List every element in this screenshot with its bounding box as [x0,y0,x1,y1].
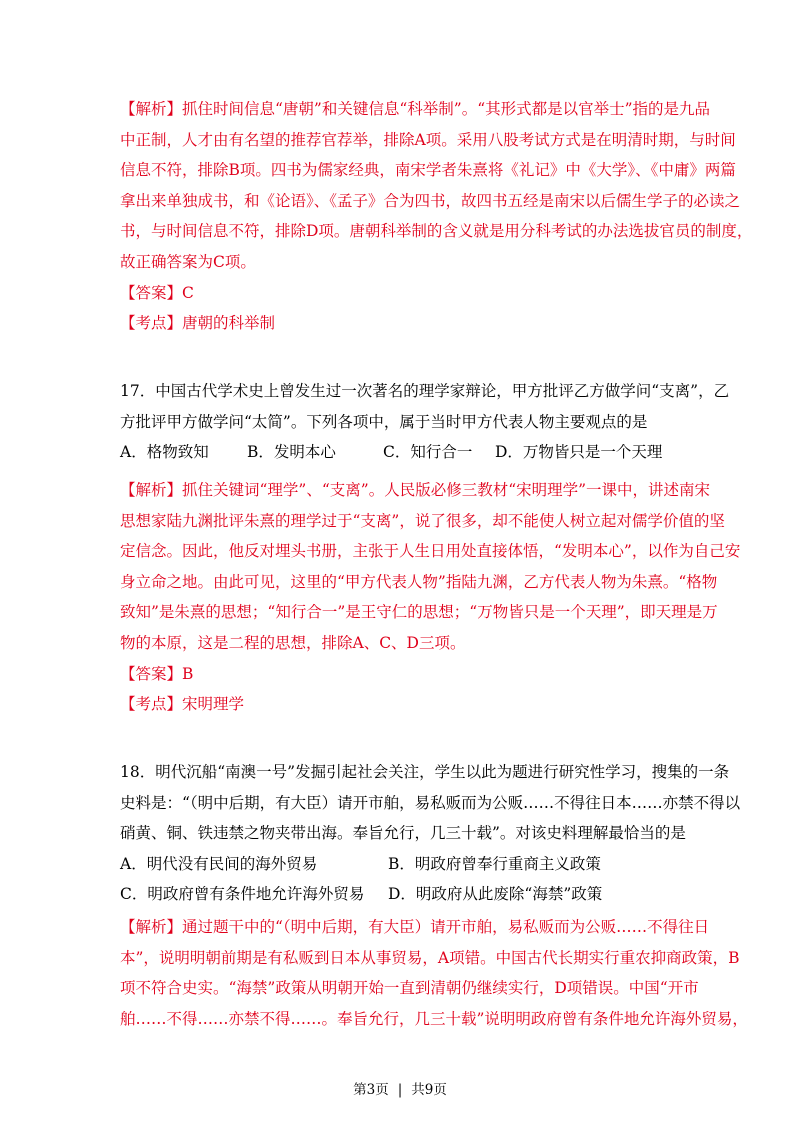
q16-analysis-line: 【解析】抓住时间信息“唐朝”和关键信息“科举制”。“其形式都是以官举士”指的是九品 [120,100,711,118]
q16-analysis-line: 故正确答案为C项。 [120,252,256,271]
q17-analysis-line: 思想家陆九渊批评朱熹的理学过于“支离”，说了很多，却不能使人树立起对儒学价值的坚 [120,511,725,530]
q16-analysis-line: 信息不符，排除B项。四书为儒家经典，南宋学者朱熹将《礼记》中《大学》、《中庸》两篇 [120,161,736,180]
q18-options-row-1 [120,852,685,883]
q17-stem [120,379,730,471]
q17-stem-line: 17．中国古代学术史上曾发生过一次著名的理学家辩论，甲方批评乙方做学问“支离”，乙 [120,382,730,400]
q18-stem-line: 18．明代沉船“南澳一号”发掘引起社会关注，学生以此为题进行研究性学习，搜集的一条 [120,763,730,781]
page-total: 共9页 [411,1082,447,1098]
page-footer [0,1080,800,1100]
q18-stem [120,760,741,913]
q17-analysis-line: 定信念。因此，他反对埋头书册，主张于人生日用处直接体悟，“发明本心”，以作为自己安 [120,542,741,561]
q18-stem-line: 硝黄、铜、铁违禁之物夹带出海。奉旨允行，几三十载”。对该史料理解最恰当的是 [120,824,686,843]
page-number: 第3页 [353,1082,389,1098]
q18-analysis-line: 项不符合史实。“海禁”政策从明朝开始一直到清朝仍继续实行，D项错误。中国“开市 [120,979,699,998]
q16-answer: 【答案】C [120,283,194,302]
footer-separator: | [397,1082,403,1098]
q16-analysis-line: 拿出来单独成书，和《论语》、《孟子》合为四书，故四书五经是南宋以后儒生学子的必读之 [120,191,741,210]
q18-option-d: D．明政府从此废除“海禁”政策 [388,885,603,904]
q16-analysis [120,97,753,342]
q17-options [120,440,685,471]
q18-options-row-2 [120,882,685,913]
q18-analysis-line: 【解析】通过题干中的“（明中后期，有大臣）请开市舶，易私贩而为公贩……不得往日 [120,918,710,936]
q17-option-b: B．发明本心 [247,443,336,462]
q17-analysis-line: 物的本原，这是二程的思想，排除A、C、D三项。 [120,633,466,652]
q16-topic: 【考点】唐朝的科举制 [120,314,276,333]
q17-analysis [120,478,741,723]
q17-analysis-line: 【解析】抓住关键词“理学”、“支离”。人民版必修三教材“宋明理学”一课中，讲述南宋 [120,481,711,499]
q17-topic: 【考点】宋明理学 [120,695,245,714]
q18-option-b: B．明政府曾奉行重商主义政策 [388,854,601,873]
q17-analysis-line: 致知”是朱熹的思想；“知行合一”是王守仁的思想；“万物皆只是一个天理”，即天理是万 [120,603,718,622]
q17-analysis-line: 身立命之地。由此可见，这里的“甲方代表人物”指陆九渊，乙方代表人物为朱熹。“格物 [120,572,718,591]
q17-stem-line: 方批评甲方做学问“太简”。下列各项中，属于当时甲方代表人物主要观点的是 [120,412,648,431]
q18-option-c: C．明政府曾有条件地允许海外贸易 [120,885,365,904]
q17-option-d: D．万物皆只是一个天理 [495,443,663,462]
q16-analysis-line: 中正制，人才由有名望的推荐官荐举，排除A项。采用八股考试方式是在明清时期，与时间 [120,130,736,149]
q16-analysis-line: 书，与时间信息不符，排除D项。唐朝科举制的含义就是用分科考试的办法选拔官员的制度， [120,222,753,241]
q18-analysis-line: 舶……不得……亦禁不得……。奉旨允行，几三十载”说明明政府曾有条件地允许海外贸易， [120,1009,748,1028]
q18-analysis [120,915,748,1037]
q17-option-c: C．知行合一 [383,443,473,462]
q18-analysis-line: 本”，说明明朝前期是有私贩到日本从事贸易，A项错。中国古代长期实行重农抑商政策，B [120,948,740,967]
q18-option-a: A．明代没有民间的海外贸易 [120,854,318,873]
q17-answer: 【答案】B [120,664,194,683]
q18-stem-line: 史料是：“（明中后期，有大臣）请开市舶，易私贩而为公贩……不得往日本……亦禁不得以 [120,793,741,812]
q17-option-a: A．格物致知 [120,443,209,462]
